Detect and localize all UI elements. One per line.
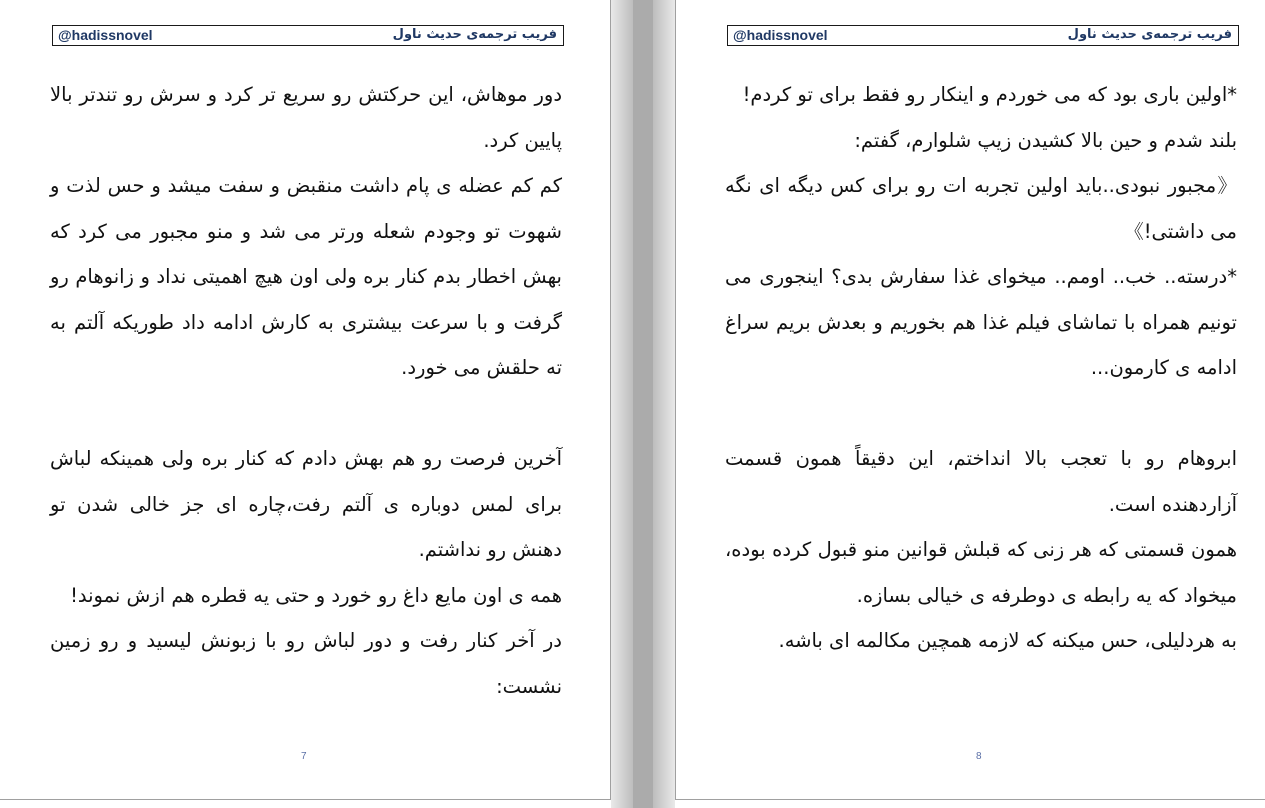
page-left xyxy=(0,0,611,800)
blank-line xyxy=(725,391,1237,437)
paragraph: *درسته.. خب.. اومم.. میخوای غذا سفارش بدی؟ اینجوری می تونیم همراه با تماشای فیلم غذا هم بخوریم و بعدش بریم سراغ ادامه ی کارمون... xyxy=(725,265,1237,379)
header-handle: @hadissnovel xyxy=(733,27,828,43)
page-body xyxy=(725,72,1237,664)
paragraph: ابروهام رو با تعجب بالا انداختم، این دقیقاً همون قسمت آزاردهنده است. xyxy=(725,447,1237,516)
paragraph: همون قسمتی که هر زنی که قبلش قوانین منو قبول کرده بوده، میخواد که یه رابطه ی دوطرفه ی خیالی بسازه. xyxy=(725,538,1237,607)
header-handle: @hadissnovel xyxy=(58,27,153,43)
paragraph: 《مجبور نبودی..باید اولین تجربه ات رو برای کس دیگه ای نگه می داشتی!》 xyxy=(725,174,1237,243)
page-body xyxy=(50,72,562,709)
header-title: فریب ترجمه‌ی حدیث ناول xyxy=(392,27,557,42)
page-number: 7 xyxy=(301,751,307,762)
page-header xyxy=(727,25,1239,46)
paragraph: همه ی اون مایع داغ رو خورد و حتی یه قطره هم ازش نموند! xyxy=(70,583,562,607)
paragraph: به هردلیلی، حس میکنه که لازمه همچین مکالمه ای باشه. xyxy=(778,629,1237,652)
page-header xyxy=(52,25,564,46)
paragraph: در آخر کنار رفت و دور لباش رو با زبونش لیسید و رو زمین نشست: xyxy=(50,629,562,698)
paragraph: *اولین باری بود که می خوردم و اینکار رو فقط برای تو کردم! xyxy=(742,83,1237,106)
header-title: فریب ترجمه‌ی حدیث ناول xyxy=(1067,27,1232,42)
page-number: 8 xyxy=(976,751,982,762)
paragraph: کم کم عضله ی پام داشت منقبض و سفت میشد و حس لذت و شهوت تو وجودم شعله ورتر می شد و منو مجبور می کرد که بهش اخطار بدم کنار بره ولی اون هیچ اهمیتی نداد و زانوهام رو گرفت و با سرعت بیشتری به کارش ادامه داد طوریکه آلتم به ته حلقش می خورد. xyxy=(50,174,562,379)
paragraph: بلند شدم و حین بالا کشیدن زیپ شلوارم، گفتم: xyxy=(854,128,1237,152)
page-right xyxy=(675,0,1265,800)
paragraph: دور موهاش، این حرکتش رو سریع تر کرد و سرش رو تندتر بالا پایین کرد. xyxy=(50,83,562,152)
paragraph: آخرین فرصت رو هم بهش دادم که کنار بره ولی همینکه لباش برای لمس دوباره ی آلتم رفت،چاره ای جز خالی شدن تو دهنش رو نداشتم. xyxy=(50,447,562,561)
blank-line xyxy=(50,391,562,437)
page-gutter xyxy=(611,0,675,808)
